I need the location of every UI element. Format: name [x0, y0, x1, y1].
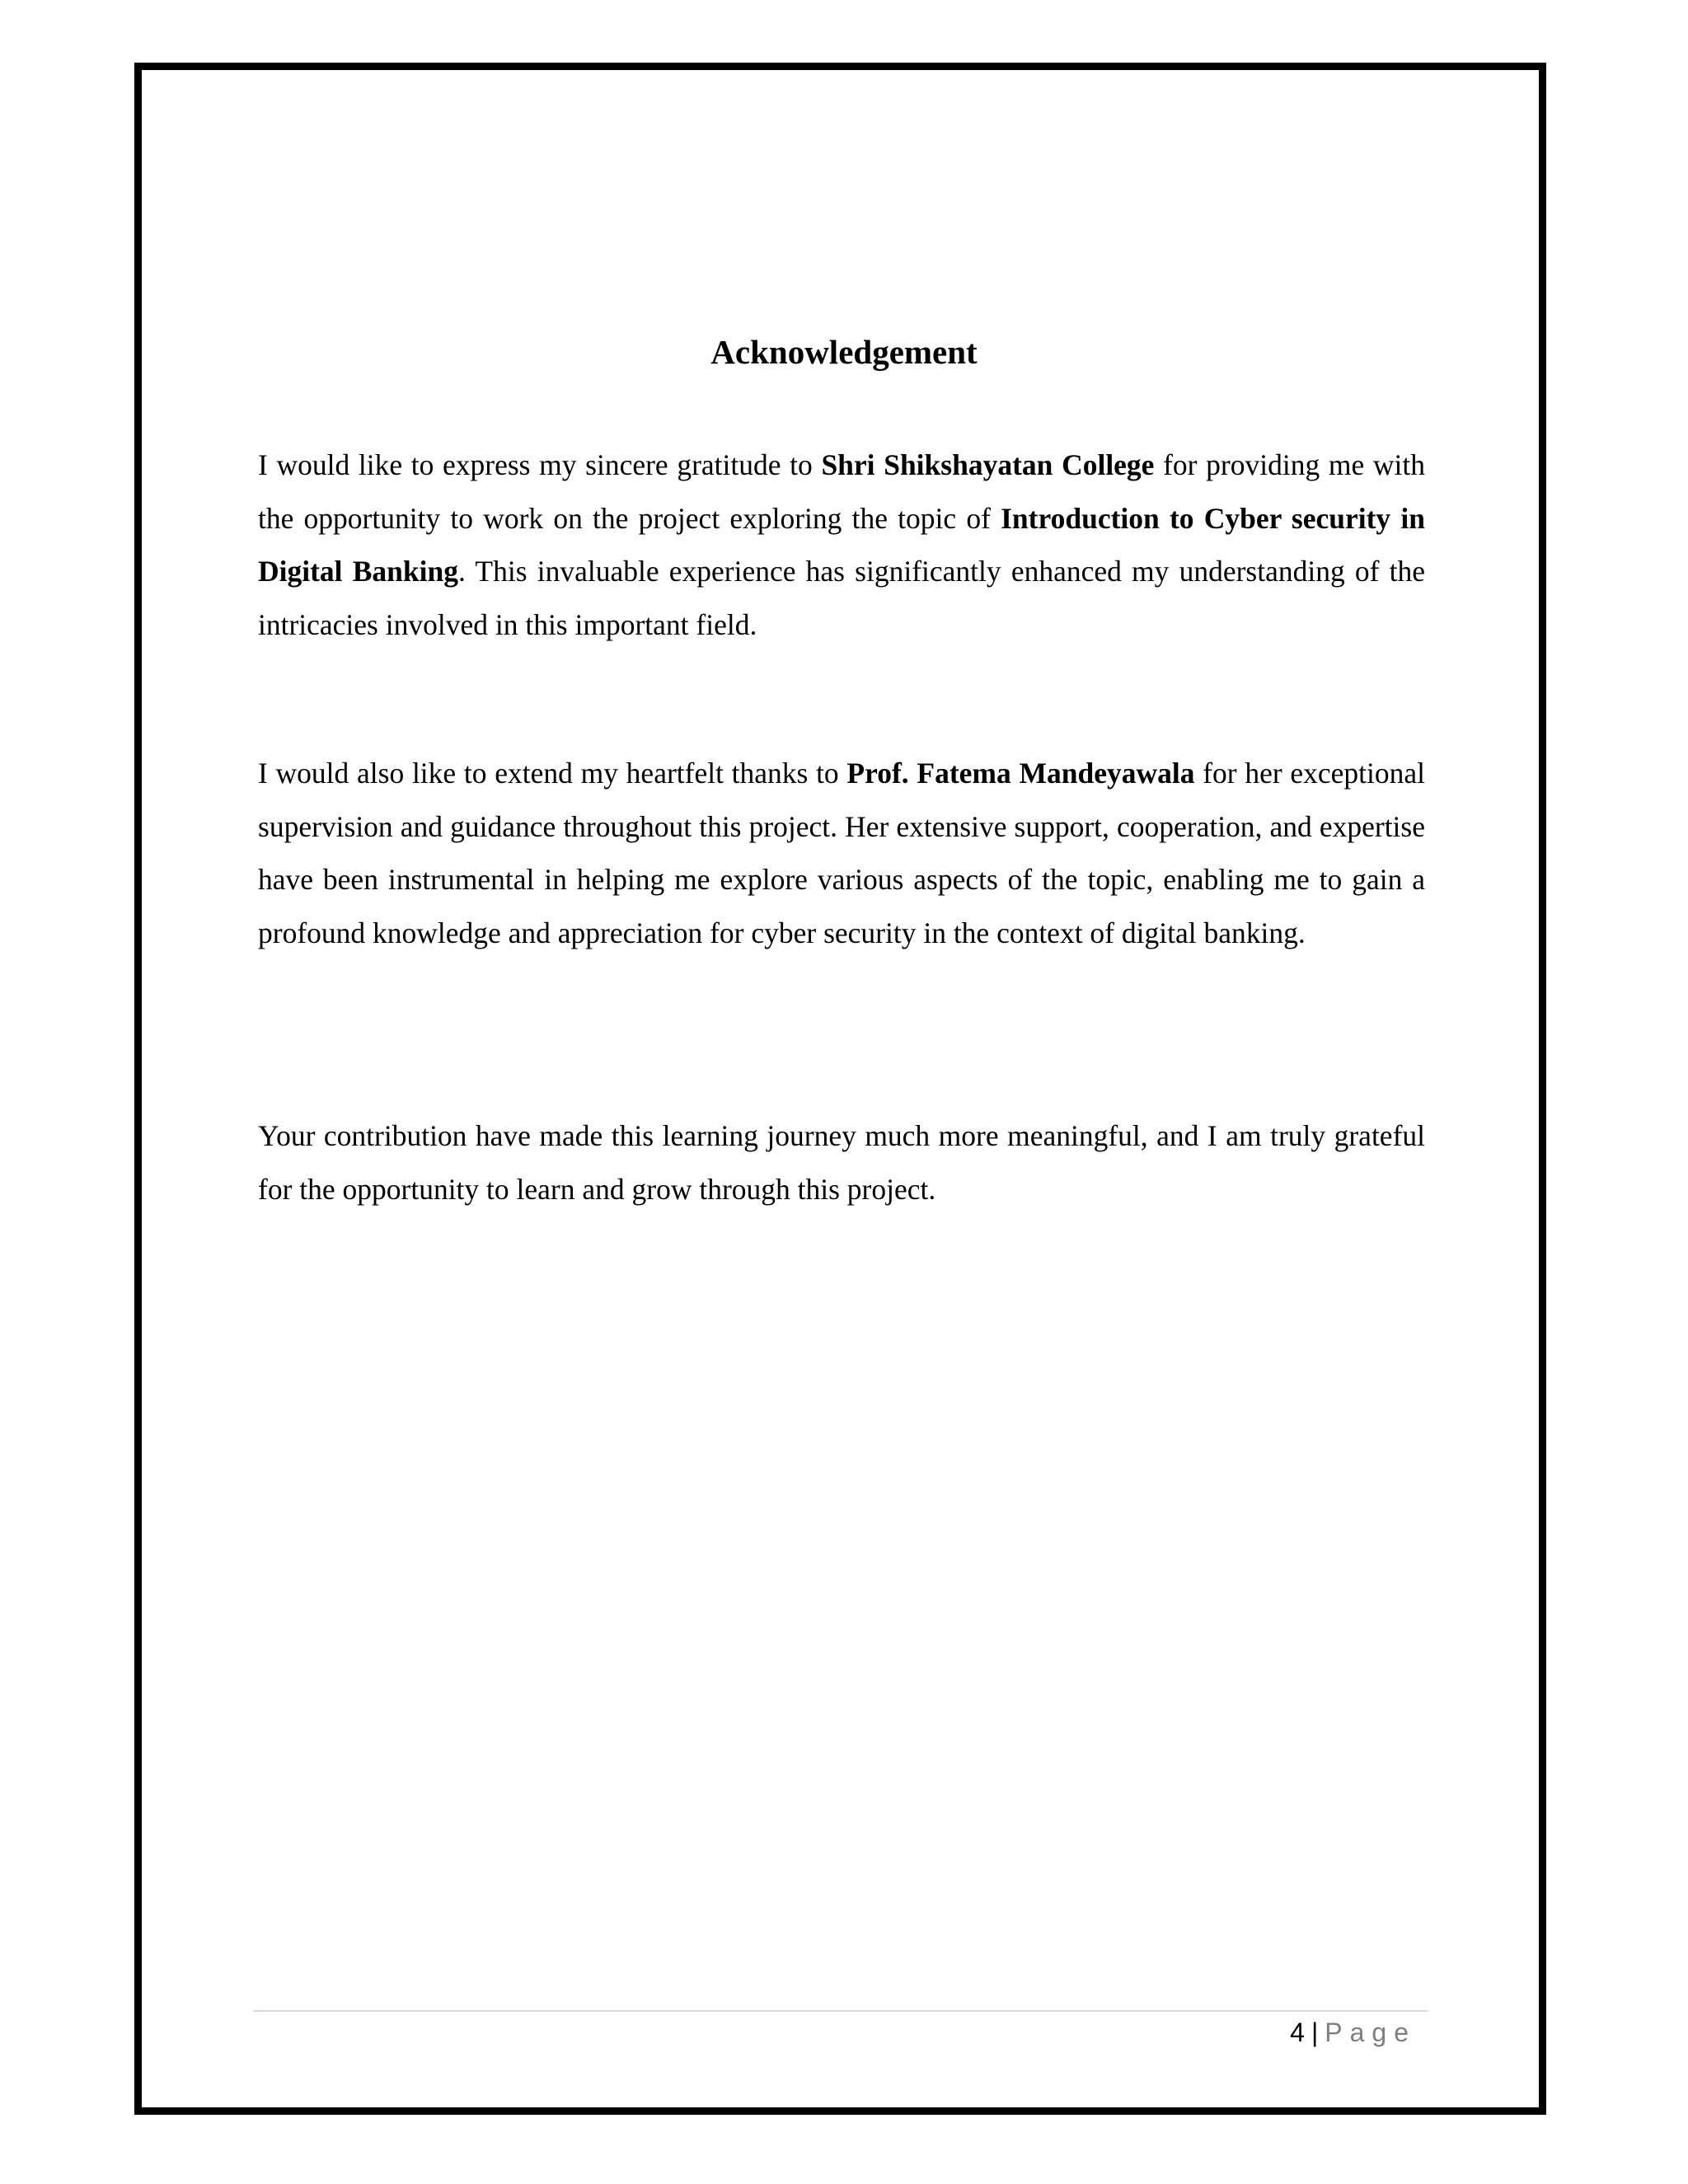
supervisor-name: Prof. Fatema Mandeyawala	[846, 757, 1195, 790]
footer-separator: |	[1311, 2018, 1319, 2047]
paragraph-text: for providing me with the opportunity to work on the project exploring the topic of	[258, 448, 1425, 535]
paragraph-text: . This invaluable experience has significantly enhanced my understanding of the intricacies involved in this important field.	[258, 555, 1426, 641]
paragraph-text: Your contribution have made this learning journey much more meaningful, and I am truly grateful for the opportunity to learn and grow through this project.	[258, 1119, 1425, 1206]
acknowledgement-paragraph-2	[258, 747, 1425, 959]
footer-divider	[253, 2010, 1428, 2012]
page-number: 4	[1290, 2018, 1305, 2047]
paragraph-text: for her exceptional supervision and guidance throughout this project. Her extensive support, cooperation, and expertise have been instrumental in helping me explore various aspects of the topic, enabling me to gain a profound knowledge and appreciation for cyber security in the context of digital banking.	[258, 757, 1425, 949]
paragraph-text: I would like to express my sincere gratitude to	[258, 448, 822, 481]
project-topic: Introduction to Cyber security in Digital Banking	[258, 501, 1425, 588]
acknowledgement-paragraph-1	[258, 438, 1425, 651]
paragraph-text: I would also like to extend my heartfelt thanks to	[258, 757, 847, 790]
college-name: Shri Shikshayatan College	[821, 448, 1155, 481]
page-footer	[1290, 2013, 1416, 2052]
page-label: Page	[1325, 2018, 1416, 2047]
acknowledgement-paragraph-3	[258, 1109, 1425, 1216]
page-title: Acknowledgement	[710, 333, 978, 371]
